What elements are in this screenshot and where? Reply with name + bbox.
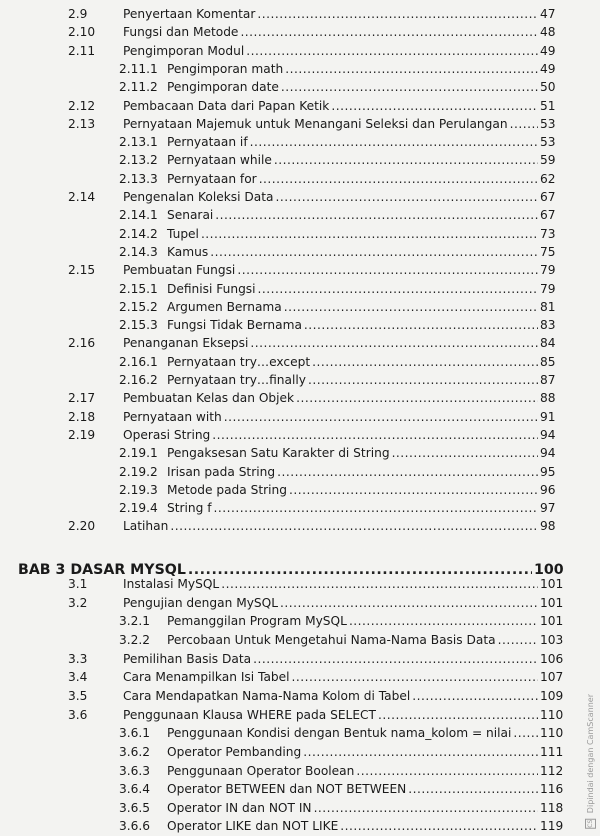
leader-dots — [378, 706, 538, 724]
toc-entry — [0, 499, 600, 517]
leader-dots — [212, 426, 538, 444]
page-number: 85 — [540, 354, 556, 369]
toc-entry-line — [123, 23, 564, 41]
section-number: 2.12 — [68, 98, 96, 113]
section-title: Pernyataan Majemuk untuk Menangani Seleksi dan Perulangan — [123, 116, 508, 131]
section-title: Instalasi MySQL — [123, 577, 220, 591]
toc-entry — [0, 5, 600, 23]
section-title: Penggunaan Klausa WHERE pada SELECT — [123, 707, 376, 722]
section-number: 2.11 — [68, 43, 96, 58]
leader-dots — [281, 78, 538, 96]
page-number: 96 — [540, 482, 556, 497]
section-title: Operator Pembanding — [167, 744, 302, 759]
toc-entry — [0, 115, 600, 133]
leader-dots — [292, 668, 538, 686]
page-number: 107 — [540, 670, 564, 685]
toc-entry-line — [123, 261, 564, 279]
section-number: 2.14.2 — [119, 226, 158, 241]
toc-entry-line — [123, 188, 564, 206]
section-title: Pengujian dengan MySQL — [123, 595, 279, 610]
toc-entry-line — [167, 280, 564, 298]
leader-dots — [250, 334, 538, 352]
leader-dots — [284, 298, 538, 316]
section-number: 2.16.2 — [119, 373, 158, 387]
section-number: 2.11.1 — [119, 61, 158, 76]
toc-entry-line — [167, 612, 564, 630]
toc-entry-line — [167, 78, 564, 96]
section-title: Pengimporan Modul — [123, 43, 245, 58]
page-number: 94 — [540, 446, 556, 461]
section-title: Pengimporan math — [167, 61, 284, 76]
toc-entry-line — [123, 517, 564, 535]
section-number: 2.14.1 — [119, 208, 158, 223]
page-number: 87 — [540, 373, 556, 387]
toc-entry-line — [167, 762, 564, 780]
section-number: 3.4 — [68, 670, 88, 685]
page-number: 94 — [540, 427, 556, 442]
section-number: 2.17 — [68, 391, 96, 406]
toc-entry-line — [123, 5, 564, 23]
toc-entry — [0, 668, 600, 686]
page-number: 67 — [540, 208, 556, 223]
section-number: 3.5 — [68, 688, 88, 703]
leader-dots — [280, 594, 538, 612]
leader-dots — [510, 115, 538, 133]
toc-entry-line — [167, 631, 564, 649]
toc-entry-line — [167, 316, 564, 334]
page-number: 47 — [540, 7, 556, 21]
section-number: 2.15.1 — [119, 281, 158, 296]
toc-entry-line — [123, 575, 564, 593]
toc-entry — [0, 225, 600, 243]
page-number: 53 — [540, 135, 556, 150]
toc-entry — [0, 78, 600, 96]
section-title: Pembacaan Data dari Papan Ketik — [123, 98, 330, 113]
chapter-title: BAB 3 DASAR MYSQL — [18, 562, 186, 578]
page-number: 50 — [540, 80, 556, 95]
toc-entry — [0, 594, 600, 612]
toc-entry — [0, 817, 600, 835]
leader-dots — [240, 23, 538, 41]
toc-entry-line — [167, 799, 564, 817]
section-number: 2.16 — [68, 336, 96, 351]
toc-entry — [0, 151, 600, 169]
section-title: Pembuatan Kelas dan Objek — [123, 391, 295, 406]
toc-entry — [0, 188, 600, 206]
leader-dots — [214, 499, 538, 517]
section-number: 2.19.4 — [119, 501, 158, 516]
toc-entry-line — [123, 650, 564, 668]
page-number: 95 — [540, 464, 556, 479]
toc-entry — [0, 243, 600, 261]
toc-entry — [0, 408, 600, 426]
page-number: 112 — [540, 763, 564, 778]
section-title: Pernyataan with — [123, 409, 222, 424]
section-title: Penggunaan Operator Boolean — [167, 763, 355, 778]
page-number: 98 — [540, 519, 556, 534]
toc-entry — [0, 261, 600, 279]
toc-entry — [0, 724, 600, 742]
leader-dots — [201, 225, 538, 243]
toc-entry-line — [167, 353, 564, 371]
toc-entry-line — [167, 206, 564, 224]
section-number: 2.20 — [68, 519, 96, 534]
toc-entry-line — [167, 225, 564, 243]
page-number: 49 — [540, 43, 556, 58]
page-number: 106 — [540, 651, 564, 666]
section-number: 2.15.2 — [119, 299, 158, 314]
toc-entry — [0, 298, 600, 316]
section-number: 2.16.1 — [119, 354, 158, 369]
section-title: Penyertaan Komentar — [123, 7, 256, 21]
page-number: 101 — [540, 614, 564, 629]
leader-dots — [259, 170, 538, 188]
toc-entry-line — [123, 42, 564, 60]
section-number: 3.1 — [68, 577, 88, 591]
toc-entry — [0, 444, 600, 462]
page-number: 110 — [540, 707, 564, 722]
toc-entry-line — [167, 60, 564, 78]
section-title: Argumen Bernama — [167, 299, 282, 314]
section-title: Pernyataan try…except — [167, 354, 311, 369]
section-number: 2.19.2 — [119, 464, 158, 479]
leader-dots — [289, 481, 538, 499]
toc-entry-line — [123, 389, 564, 407]
section-number: 2.10 — [68, 25, 96, 40]
leader-dots — [412, 687, 538, 705]
page-number: 91 — [540, 409, 556, 424]
section-title: Irisan pada String — [167, 464, 276, 479]
toc-entry — [0, 780, 600, 798]
toc-entry-line — [167, 724, 564, 742]
section-title: Pengaksesan Satu Karakter di String — [167, 446, 390, 461]
section-number: 3.2.2 — [119, 632, 151, 647]
section-title: Operator LIKE dan NOT LIKE — [167, 819, 339, 834]
leader-dots — [250, 133, 538, 151]
toc-entry — [0, 631, 600, 649]
toc-entry — [0, 762, 600, 780]
toc-entry — [0, 60, 600, 78]
toc-entry-line — [123, 706, 564, 724]
page-number: 75 — [540, 244, 556, 259]
section-title: Penanganan Eksepsi — [123, 336, 249, 351]
toc-entry-line — [123, 426, 564, 444]
toc-entry — [0, 316, 600, 334]
toc-entry-line — [167, 243, 564, 261]
leader-dots — [285, 60, 538, 78]
section-number: 2.19 — [68, 427, 96, 442]
section-number: 2.14 — [68, 190, 96, 204]
leader-dots — [277, 463, 538, 481]
leader-dots — [513, 724, 538, 742]
toc-entry-line — [123, 594, 564, 612]
page-number: 109 — [540, 688, 564, 703]
page-number: 62 — [540, 171, 556, 186]
toc-entry — [0, 371, 600, 389]
section-title: Pembuatan Fungsi — [123, 263, 236, 278]
section-title: Operator IN dan NOT IN — [167, 800, 312, 815]
toc-entry — [0, 517, 600, 535]
toc-entry — [0, 42, 600, 60]
toc-entry-line — [167, 151, 564, 169]
toc-entry-line — [167, 444, 564, 462]
section-title: Latihan — [123, 519, 169, 534]
scanner-watermark — [585, 694, 596, 829]
page-number: 110 — [540, 726, 564, 741]
toc-entry — [0, 743, 600, 761]
section-number: 3.2 — [68, 595, 88, 610]
section-title: Percobaan Untuk Mengetahui Nama-Nama Basis Data — [167, 632, 496, 647]
page-number: 79 — [540, 281, 556, 296]
leader-dots — [215, 206, 538, 224]
page-number: 97 — [540, 501, 556, 516]
section-title: Penggunaan Kondisi dengan Bentuk nama_kolom = nilai — [167, 726, 512, 741]
page-number: 51 — [540, 98, 556, 113]
section-title: Pengimporan date — [167, 80, 279, 95]
leader-dots — [257, 5, 538, 23]
section-number: 2.13 — [68, 116, 96, 131]
toc-entry — [0, 334, 600, 352]
section-number: 2.14.3 — [119, 244, 158, 259]
section-title: Pengenalan Koleksi Data — [123, 190, 274, 204]
section-number: 2.11.2 — [119, 80, 158, 95]
section-title: Cara Mendapatkan Nama-Nama Kolom di Tabel — [123, 688, 411, 703]
leader-dots — [258, 280, 538, 298]
leader-dots — [276, 188, 538, 206]
section-number: 3.6 — [68, 707, 88, 722]
section-title: Pernyataan for — [167, 171, 257, 186]
toc-entry-line — [123, 115, 564, 133]
leader-dots — [314, 799, 538, 817]
section-number: 3.6.2 — [119, 744, 151, 759]
page-number: 49 — [540, 61, 556, 76]
section-number: 2.13.2 — [119, 153, 158, 168]
page-number: 48 — [540, 25, 556, 40]
leader-dots — [274, 151, 538, 169]
section-title: Definisi Fungsi — [167, 281, 256, 296]
page-number: 88 — [540, 391, 556, 406]
page-number: 101 — [540, 595, 564, 610]
leader-dots — [210, 243, 538, 261]
section-number: 3.6.4 — [119, 782, 151, 797]
toc-entry — [0, 280, 600, 298]
section-title: Operator BETWEEN dan NOT BETWEEN — [167, 782, 407, 797]
toc-entry-line — [167, 817, 564, 835]
section-number: 2.15.3 — [119, 318, 158, 333]
toc-entry — [0, 353, 600, 371]
toc-entry-line — [123, 97, 564, 115]
leader-dots — [498, 631, 538, 649]
page-number: 118 — [540, 800, 564, 815]
section-title: Cara Menampilkan Isi Tabel — [123, 670, 290, 685]
page-number: 67 — [540, 190, 556, 204]
camscanner-badge: CS — [587, 819, 594, 828]
leader-dots — [237, 261, 538, 279]
page-number: 53 — [540, 116, 556, 131]
section-number: 2.9 — [68, 7, 88, 21]
leader-dots — [331, 97, 538, 115]
section-number: 3.6.6 — [119, 819, 151, 834]
section-number: 2.15 — [68, 263, 96, 278]
leader-dots — [392, 444, 538, 462]
leader-dots — [408, 780, 538, 798]
section-title: String f — [167, 501, 212, 516]
leader-dots — [170, 517, 538, 535]
toc-entry — [0, 463, 600, 481]
section-number: 2.18 — [68, 409, 96, 424]
page-number: 59 — [540, 153, 556, 168]
toc-entry-line — [167, 170, 564, 188]
section-number: 2.19.1 — [119, 446, 158, 461]
toc-entry-line — [167, 481, 564, 499]
page-number: 119 — [540, 819, 564, 834]
toc-entry — [0, 133, 600, 151]
toc-entry-line — [123, 334, 564, 352]
page-number: 116 — [540, 782, 564, 797]
leader-dots — [340, 817, 538, 835]
section-title: Tupel — [167, 226, 199, 241]
toc-entry-line — [167, 499, 564, 517]
section-title: Pernyataan if — [167, 135, 248, 150]
section-number: 3.6.5 — [119, 800, 151, 815]
page-number: 83 — [540, 318, 556, 333]
toc-entry-line — [123, 408, 564, 426]
toc-entry — [0, 650, 600, 668]
leader-dots — [356, 762, 538, 780]
section-title: Fungsi dan Metode — [123, 25, 239, 40]
toc-entry — [0, 97, 600, 115]
toc-entry-line — [167, 780, 564, 798]
leader-dots — [304, 316, 538, 334]
toc-entry — [0, 575, 600, 593]
toc-entry-line — [167, 463, 564, 481]
section-number: 2.13.1 — [119, 135, 158, 150]
toc-entry — [0, 426, 600, 444]
toc-entry — [0, 206, 600, 224]
section-number: 2.13.3 — [119, 171, 158, 186]
toc-entry — [0, 170, 600, 188]
leader-dots — [308, 371, 538, 389]
toc-entry — [0, 481, 600, 499]
section-title: Pemilihan Basis Data — [123, 651, 252, 666]
section-number: 3.3 — [68, 651, 88, 666]
section-number: 2.19.3 — [119, 482, 158, 497]
leader-dots — [296, 389, 538, 407]
toc-entry — [0, 799, 600, 817]
section-title: Fungsi Tidak Bernama — [167, 318, 302, 333]
section-title: Kamus — [167, 244, 209, 259]
page-number: 79 — [540, 263, 556, 278]
section-number: 3.2.1 — [119, 614, 151, 629]
page-number: 103 — [540, 632, 564, 647]
section-title: Operasi String — [123, 427, 211, 442]
leader-dots — [312, 353, 538, 371]
leader-dots — [221, 575, 538, 593]
leader-dots — [349, 612, 538, 630]
page-number: 84 — [540, 336, 556, 351]
section-title: Pernyataan while — [167, 153, 272, 168]
toc-entry — [0, 706, 600, 724]
toc-entry-line — [123, 668, 564, 686]
section-number: 3.6.3 — [119, 763, 151, 778]
toc-entry — [0, 687, 600, 705]
toc-entry-line — [167, 371, 564, 389]
chapter-page-number: 100 — [534, 562, 564, 578]
leader-dots — [253, 650, 538, 668]
toc-entry-line — [167, 298, 564, 316]
toc-entry-line — [167, 133, 564, 151]
page-number: 111 — [540, 744, 564, 759]
section-title: Metode pada String — [167, 482, 288, 497]
section-title: Senarai — [167, 208, 214, 223]
page-number: 81 — [540, 299, 556, 314]
leader-dots — [246, 42, 538, 60]
page-number: 73 — [540, 226, 556, 241]
toc-entry — [0, 612, 600, 630]
leader-dots — [224, 408, 538, 426]
toc-entry — [0, 389, 600, 407]
toc-entry — [0, 23, 600, 41]
section-title: Pernyataan try…finally — [167, 373, 306, 387]
page-number: 101 — [540, 577, 564, 591]
leader-dots — [303, 743, 538, 761]
section-number: 3.6.1 — [119, 726, 151, 741]
toc-entry-line — [167, 743, 564, 761]
camscanner-text: Dipindai dengan CamScanner — [586, 694, 595, 814]
toc-entry-line — [123, 687, 564, 705]
section-title: Pemanggilan Program MySQL — [167, 614, 347, 629]
